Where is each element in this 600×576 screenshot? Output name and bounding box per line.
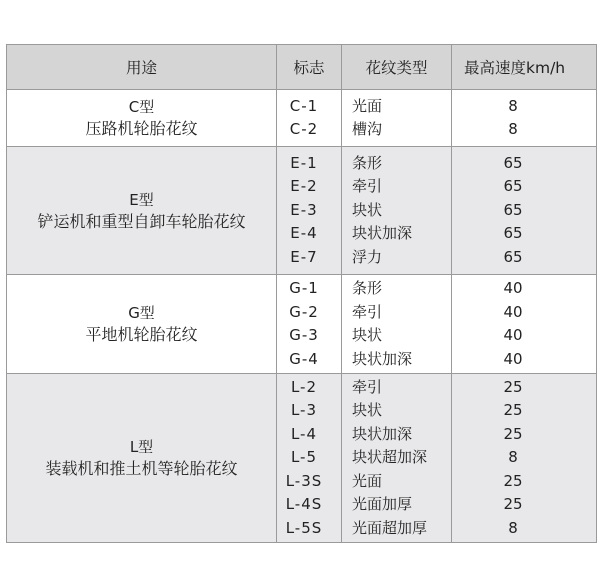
usage-cell xyxy=(7,147,277,275)
usage-cell xyxy=(7,90,277,147)
speed-value: 25 xyxy=(503,401,523,420)
pattern-value: 槽沟 xyxy=(352,120,383,138)
mark-value: E-3 xyxy=(290,200,318,219)
speed-value: 40 xyxy=(503,326,523,344)
usage-type-label: G型 xyxy=(128,304,155,322)
table-header xyxy=(7,45,597,90)
pattern-value: 块状 xyxy=(352,200,383,219)
mark-value: G-3 xyxy=(289,326,319,344)
speed-value: 8 xyxy=(508,518,518,537)
usage-description: 铲运机和重型自卸车轮胎花纹 xyxy=(37,211,246,231)
mark-value: L-5 xyxy=(290,448,318,467)
speed-value: 65 xyxy=(503,177,523,196)
pattern-value: 牵引 xyxy=(352,177,383,196)
mark-value: C-2 xyxy=(289,120,319,138)
mark-value: E-7 xyxy=(290,247,318,266)
mark-value: L-3 xyxy=(290,401,318,420)
header-mark: 标志 xyxy=(277,45,342,90)
speed-value: 25 xyxy=(503,424,523,443)
table-row xyxy=(7,90,597,147)
pattern-value: 光面 xyxy=(352,96,383,115)
usage-description: 压路机轮胎花纹 xyxy=(85,119,198,138)
table-row xyxy=(7,374,597,543)
speed-cell xyxy=(452,90,597,147)
usage-description: 装载机和推土机等轮胎花纹 xyxy=(45,459,238,478)
table-row xyxy=(7,147,597,275)
mark-cell xyxy=(277,374,342,543)
mark-value: G-4 xyxy=(289,349,319,368)
pattern-value: 条形 xyxy=(352,153,383,172)
mark-value: E-4 xyxy=(290,224,318,243)
pattern-value: 牵引 xyxy=(352,377,383,396)
mark-value: L-4 xyxy=(290,424,318,443)
speed-value: 65 xyxy=(503,247,523,266)
table-group xyxy=(7,90,597,147)
speed-cell xyxy=(452,275,597,374)
pattern-value: 光面 xyxy=(352,471,383,490)
table-group xyxy=(7,275,597,374)
mark-value: G-1 xyxy=(289,279,319,297)
speed-value: 40 xyxy=(503,279,523,297)
speed-value: 65 xyxy=(503,224,523,243)
table-group xyxy=(7,147,597,275)
mark-value: G-2 xyxy=(289,302,319,321)
pattern-value: 牵引 xyxy=(352,302,383,321)
pattern-value: 块状加深 xyxy=(352,349,413,368)
usage-type-label: E型 xyxy=(129,190,154,209)
header-speed: 最高速度km/h xyxy=(452,45,597,90)
tire-pattern-table xyxy=(6,44,597,543)
speed-value: 8 xyxy=(508,448,518,467)
speed-value: 40 xyxy=(503,349,523,368)
usage-type-label: L型 xyxy=(129,438,154,456)
usage-description: 平地机轮胎花纹 xyxy=(85,325,198,344)
mark-value: E-2 xyxy=(290,177,318,196)
pattern-cell xyxy=(342,147,452,275)
pattern-value: 光面超加厚 xyxy=(352,518,428,537)
speed-value: 25 xyxy=(503,495,523,514)
usage-cell xyxy=(7,275,277,374)
pattern-value: 块状 xyxy=(352,401,383,420)
speed-value: 8 xyxy=(508,120,518,138)
pattern-value: 块状加深 xyxy=(352,424,413,443)
mark-value: E-1 xyxy=(290,153,318,172)
usage-type-label: C型 xyxy=(128,98,155,116)
speed-value: 65 xyxy=(503,153,523,172)
pattern-cell xyxy=(342,275,452,374)
pattern-value: 光面加厚 xyxy=(352,495,413,514)
table-group xyxy=(7,374,597,543)
usage-cell xyxy=(7,374,277,543)
header-pattern: 花纹类型 xyxy=(342,45,452,90)
pattern-value: 块状加深 xyxy=(352,224,413,243)
speed-cell xyxy=(452,374,597,543)
speed-value: 25 xyxy=(503,377,523,396)
pattern-value: 块状超加深 xyxy=(352,448,428,467)
mark-value: C-1 xyxy=(289,96,319,115)
speed-value: 25 xyxy=(503,471,523,490)
mark-value: L-4S xyxy=(285,495,323,514)
mark-cell xyxy=(277,90,342,147)
pattern-cell xyxy=(342,90,452,147)
speed-cell xyxy=(452,147,597,275)
mark-cell xyxy=(277,147,342,275)
pattern-value: 浮力 xyxy=(352,247,383,266)
mark-value: L-5S xyxy=(285,518,323,537)
header-usage: 用途 xyxy=(7,45,277,90)
mark-value: L-3S xyxy=(285,471,323,490)
mark-cell xyxy=(277,275,342,374)
speed-value: 65 xyxy=(503,200,523,219)
speed-value: 8 xyxy=(508,96,518,115)
speed-value: 40 xyxy=(503,302,523,321)
pattern-value: 块状 xyxy=(352,326,383,344)
table-row xyxy=(7,275,597,374)
header-row xyxy=(7,45,597,90)
pattern-cell xyxy=(342,374,452,543)
pattern-value: 条形 xyxy=(352,279,383,297)
mark-value: L-2 xyxy=(290,377,318,396)
